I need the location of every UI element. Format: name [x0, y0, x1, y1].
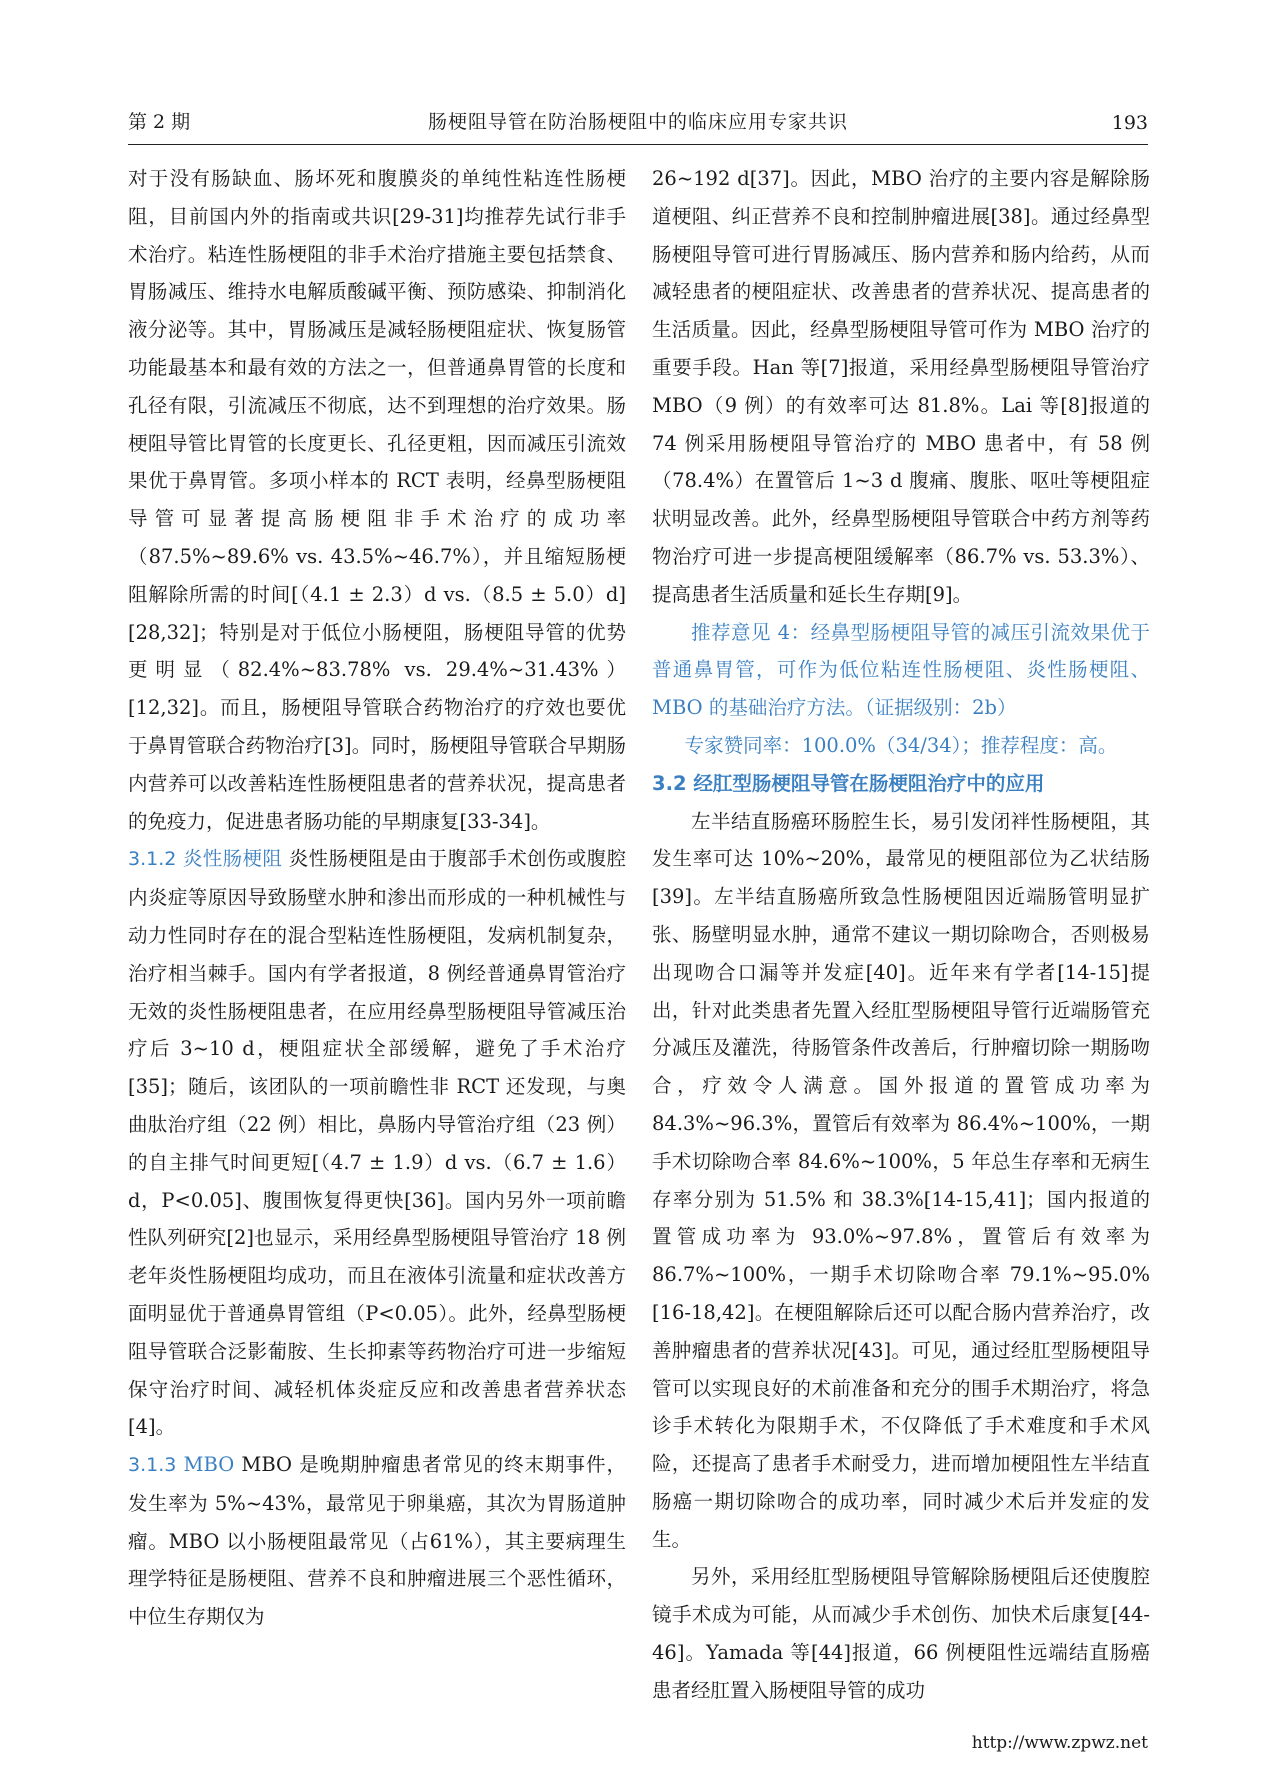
paragraph-mbo-continued: 26~192 d[37]。因此，MBO 治疗的主要内容是解除肠道梗阻、纠正营养不良和控制肿瘤进展[38]。通过经鼻型肠梗阻导管可进行胃肠减压、肠内营养和肠内给药，从而减轻患者的梗阻症状、改善患者的营养状况、提高患者的生活质量。因此，经鼻型肠梗阻导管可作为 MBO 治疗的重要手段。Han 等[7]报道，采用经鼻型肠梗阻导管治疗 MBO（9 例）的有效率可达 81.8%。Lai 等[8]报道的 74 例采用肠梗阻导管治疗的 MBO 患者中，有 58 例（78.4%）在置管后 1~3 d 腹痛、腹胀、呕吐等梗阻症状明显改善。此外，经鼻型肠梗阻导管联合中药方剂等药物治疗可进一步提高梗阻缓解率（86.7% vs. 53.3%）、提高患者生活质量和延长生存期[9]。 — [652, 167, 1150, 606]
subsection-number: 3.1.2 — [128, 848, 177, 871]
paragraph-adhesive-obstruction: 对于没有肠缺血、肠坏死和腹膜炎的单纯性粘连性肠梗阻，目前国内外的指南或共识[29-31]均推荐先试行非手术治疗。粘连性肠梗阻的非手术治疗措施主要包括禁食、胃肠减压、维持水电解质酸碱平衡、预防感染、抑制消化液分泌等。其中，胃肠减压是减轻肠梗阻症状、恢复肠管功能最基本和最有效的方法之一，但普通鼻胃管的长度和孔径有限，引流减压不彻底，达不到理想的治疗效果。肠梗阻导管比胃管的长度更长、孔径更粗，因而减压引流效果优于鼻胃管。多项小样本的 RCT 表明，经鼻型肠梗阻导管可显著提高肠梗阻非手术治疗的成功率（87.5%~89.6% vs. 43.5%~46.7%），并且缩短肠梗阻解除所需的时间[（4.1 ± 2.3）d vs.（8.5 ± 5.0）d][28,32]；特别是对于低位小肠梗阻，肠梗阻导管的优势更明显（82.4%~83.78% vs. 29.4%~31.43%）[12,32]。而且，肠梗阻导管联合药物治疗的疗效也要优于鼻胃管联合药物治疗[3]。同时，肠梗阻导管联合早期肠内营养可以改善粘连性肠梗阻患者的营养状况，提高患者的免疫力，促进患者肠功能的早期康复[33-34]。 — [128, 167, 626, 833]
issue-number: 第 2 期 — [128, 111, 191, 133]
expert-agreement: 专家赞同率：100.0%（34/34）；推荐程度：高。 — [684, 733, 1118, 757]
left-column — [128, 160, 626, 1636]
right-column — [652, 160, 1150, 1710]
subsection-313 — [128, 1446, 626, 1636]
running-header — [128, 104, 1148, 145]
subsection-number: 3.1.3 — [128, 1454, 177, 1477]
paragraph-inflammatory-obstruction: 炎性肠梗阻是由于腹部手术创伤或腹腔内炎症等原因导致肠壁水肿和渗出而形成的一种机械性与动力性同时存在的混合型粘连性肠梗阻，发病机制复杂，治疗相当棘手。国内有学者报道，8 例经普通鼻胃管治疗无效的炎性肠梗阻患者，在应用经鼻型肠梗阻导管减压治疗后 3~10 d，梗阻症状全部缓解，避免了手术治疗[35]；随后，该团队的一项前瞻性非 RCT 还发现，与奥曲肽治疗组（22 例）相比，鼻肠内导管治疗组（23 例）的自主排气时间更短[（4.7 ± 1.9）d vs.（6.7 ± 1.6）d，P<0.05]、腹围恢复得更快[36]。国内另外一项前瞻性队列研究[2]也显示，采用经鼻型肠梗阻导管治疗 18 例老年炎性肠梗阻均成功，而且在液体引流量和症状改善方面明显优于普通鼻胃管组（P<0.05）。此外，经鼻型肠梗阻导管联合泛影葡胺、生长抑素等药物治疗可进一步缩短保守治疗时间、减轻机体炎症反应和改善患者营养状态[4]。 — [128, 847, 626, 1439]
paragraph-left-colorectal: 左半结直肠癌环肠腔生长，易引发闭袢性肠梗阻，其发生率可达 10%~20%，最常见的梗阻部位为乙状结肠[39]。左半结直肠癌所致急性肠梗阻因近端肠管明显扩张、肠壁明显水肿，通常不建议一期切除吻合，否则极易出现吻合口漏等并发症[40]。近年来有学者[14-15]提出，针对此类患者先置入经肛型肠梗阻导管行近端肠管充分减压及灌洗，待肠管条件改善后，行肿瘤切除一期肠吻合，疗效令人满意。国外报道的置管成功率为 84.3%~96.3%，置管后有效率为 86.4%~100%，一期手术切除吻合率 84.6%~100%，5 年总生存率和无病生存率分别为 51.5% 和 38.3%[14-15,41]；国内报道的置管成功率为 93.0%~97.8%，置管后有效率为 86.7%~100%，一期手术切除吻合率 79.1%~95.0%[16-18,42]。在梗阻解除后还可以配合肠内营养治疗，改善肿瘤患者的营养状况[43]。可见，通过经肛型肠梗阻导管可以实现良好的术前准备和充分的围手术期治疗，将急诊手术转化为限期手术，不仅降低了手术难度和手术风险，还提高了患者手术耐受力，进而增加梗阻性左半结直肠癌一期切除吻合的成功率，同时减少术后并发症的发生。 — [652, 809, 1150, 1551]
footer-url: http://www.zpwz.net — [971, 1733, 1148, 1753]
journal-running-title: 肠梗阻导管在防治肠梗阻中的临床应用专家共识 — [427, 111, 848, 133]
section-heading-32: 3.2 经肛型肠梗阻导管在肠梗阻治疗中的应用 — [652, 771, 1045, 795]
subsection-312 — [128, 840, 626, 1446]
paragraph-mbo: MBO 是晚期肿瘤患者常见的终末期事件，发生率为 5%~43%，最常见于卵巢癌，其次为胃肠道肿瘤。MBO 以小肠梗阻最常见（占61%），其主要病理生理学特征是肠梗阻、营养不良和肿瘤进展三个恶性循环，中位生存期仅为 — [128, 1453, 626, 1629]
paragraph-laparoscopic: 另外，采用经肛型肠梗阻导管解除肠梗阻后还使腹腔镜手术成为可能，从而减少手术创伤、加快术后康复[44-46]。Yamada 等[44]报道，66 例梗阻性远端结直肠癌患者经肛置入肠梗阻导管的成功 — [652, 1565, 1150, 1702]
recommendation-box — [652, 614, 1150, 765]
subsection-title: 炎性肠梗阻 — [182, 847, 283, 871]
subsection-title: MBO — [183, 1453, 235, 1477]
recommendation-4: 推荐意见 4：经鼻型肠梗阻导管的减压引流效果优于普通鼻胃管，可作为低位粘连性肠梗阻、炎性肠梗阻、MBO 的基础治疗方法。（证据级别：2b） — [652, 620, 1150, 720]
page-number: 193 — [1111, 112, 1148, 134]
